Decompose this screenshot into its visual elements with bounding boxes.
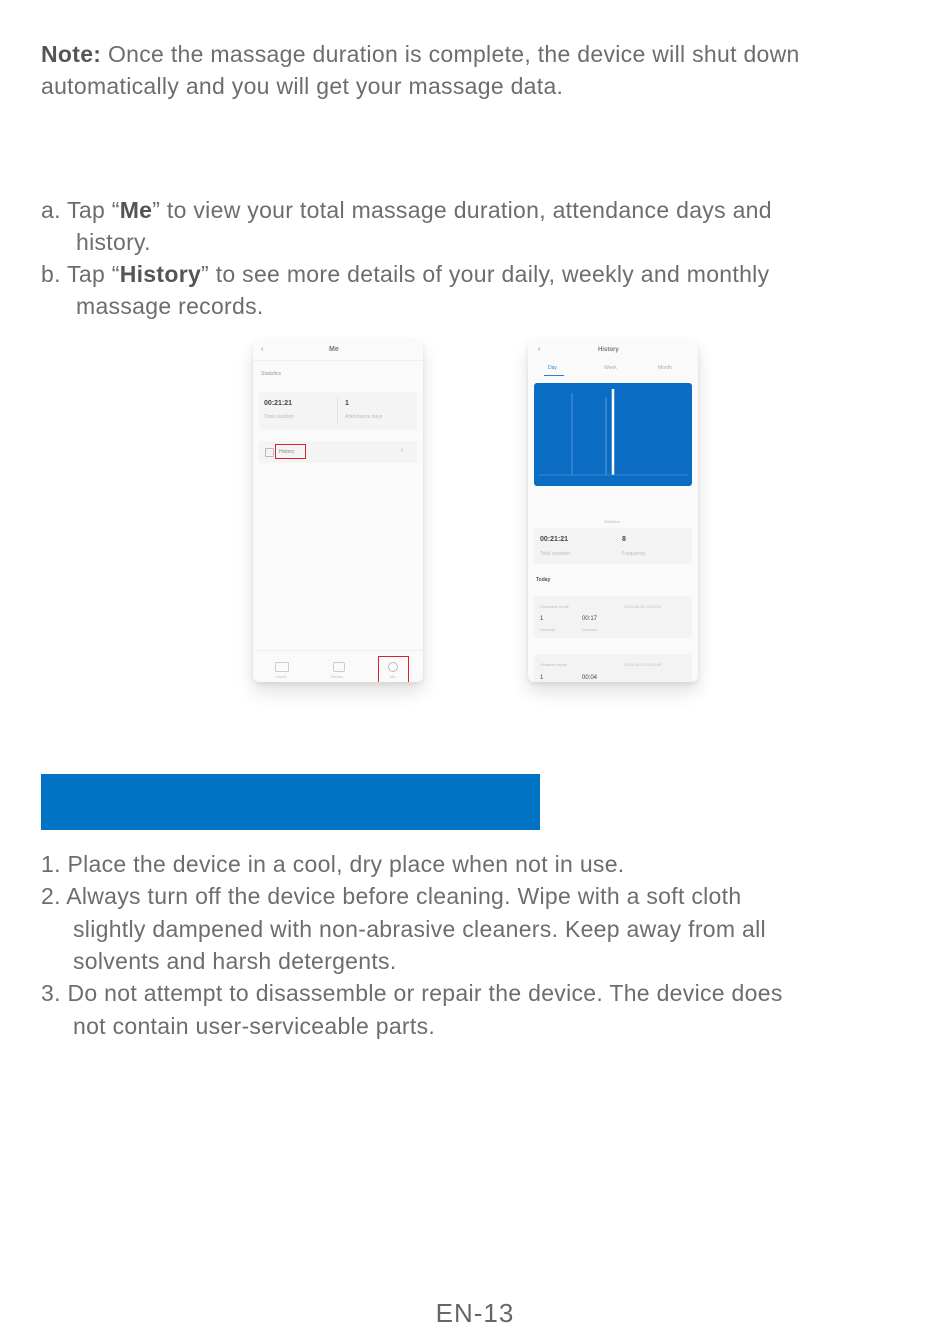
me-days: 1 xyxy=(345,400,349,407)
care-item-1: 1. Place the device in a cool, dry place when not in use. xyxy=(41,851,625,877)
record-duration-label: Duration xyxy=(582,627,598,632)
step-b-keyword: History xyxy=(119,261,202,287)
history-label: History xyxy=(279,449,295,455)
history-stats-card xyxy=(534,528,692,564)
history-screen-title: History xyxy=(598,347,619,353)
step-b: b. Tap “History” to see more details of your daily, weekly and monthly massage records. xyxy=(41,258,901,322)
history-duration: 00:21:21 xyxy=(540,536,569,543)
me-section-label: Statistics xyxy=(261,371,282,377)
record-time: 2023-06-12 13:24:10 xyxy=(624,604,662,609)
history-duration-label: Total duration xyxy=(540,551,571,557)
step-a-keyword: Me xyxy=(119,197,153,223)
record-intensity: 1 xyxy=(540,616,544,622)
records-title: Today xyxy=(536,577,551,583)
record-mode: Ultrasonic mode xyxy=(540,604,569,609)
device-icon[interactable] xyxy=(333,662,345,672)
note-text: Once the massage duration is complete, the device will shut down automatically and you will get your massage data. xyxy=(41,41,800,99)
me-duration: 00:21:21 xyxy=(264,400,293,407)
home-icon[interactable] xyxy=(275,662,289,672)
record-intensity: 1 xyxy=(540,675,544,681)
history-screen-mockup xyxy=(528,340,698,682)
section-header-bar xyxy=(41,774,540,830)
active-tab-indicator xyxy=(544,375,564,376)
history-icon xyxy=(265,448,274,457)
back-icon: ‹ xyxy=(538,346,541,353)
step-a-continuation: history. xyxy=(76,229,151,255)
me-duration-label: Total duration xyxy=(264,414,295,420)
record-mode: Vibration mode xyxy=(540,662,567,667)
care-item-2: 2. Always turn off the device before cleaning. Wipe with a soft cloth slightly dampened with non-abrasive cleaners. Keep away from all solvents and harsh detergents. xyxy=(41,883,766,974)
usage-chart xyxy=(534,383,692,486)
back-icon: ‹ xyxy=(261,346,264,353)
page-number: EN-13 xyxy=(435,1298,515,1328)
nav-me-label: Me xyxy=(390,674,396,679)
user-icon[interactable] xyxy=(388,662,398,672)
tab-day[interactable]: Day xyxy=(548,365,557,371)
step-b-continuation: massage records. xyxy=(76,293,264,319)
record-intensity-label: Intensity xyxy=(540,627,555,632)
record-time: 2023-06-12 13:18:40 xyxy=(624,662,662,667)
step-a: a. Tap “Me” to view your total massage duration, attendance days and history. xyxy=(41,194,901,258)
tab-week[interactable]: Week xyxy=(604,365,617,371)
record-duration: 00:17 xyxy=(582,616,598,622)
history-count: 8 xyxy=(622,536,626,543)
me-days-label: Attendance days xyxy=(345,414,383,420)
statistics-divider-label: Statistics xyxy=(604,519,621,524)
stats-card xyxy=(259,392,417,430)
record-duration: 00:04 xyxy=(582,675,598,681)
nav-home-label: Home xyxy=(276,674,287,679)
me-screen-mockup xyxy=(253,340,423,682)
note-paragraph xyxy=(41,38,901,102)
tab-month[interactable]: Month xyxy=(658,365,672,371)
nav-device-label: Device xyxy=(331,674,344,679)
history-count-label: Frequency xyxy=(622,551,646,557)
care-item-3: 3. Do not attempt to disassemble or repair the device. The device does not contain user-serviceable parts. xyxy=(41,980,783,1039)
chevron-right-icon: › xyxy=(401,447,404,454)
note-label: Note: xyxy=(41,41,102,67)
me-screen-title: Me xyxy=(329,346,339,353)
